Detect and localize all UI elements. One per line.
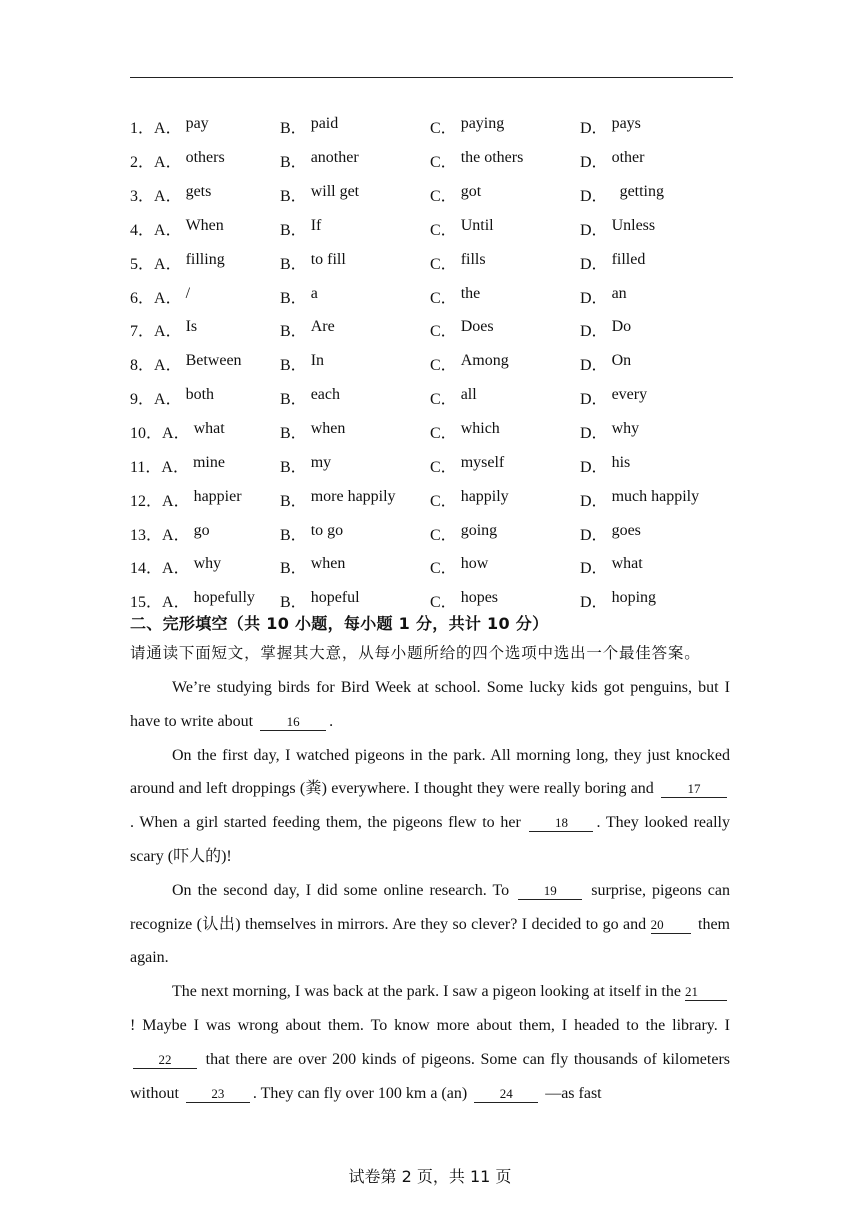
option-letter: A． xyxy=(161,458,189,476)
option-letter: C． xyxy=(430,221,457,239)
option-text: both xyxy=(185,386,215,404)
option-a xyxy=(130,555,280,578)
question-number: 13． xyxy=(130,526,163,544)
question-number: 8． xyxy=(130,357,155,375)
option-a xyxy=(130,420,280,443)
option-c xyxy=(430,115,580,138)
option-letter: A． xyxy=(154,357,182,375)
option-text: each xyxy=(310,386,340,404)
question-number: 14． xyxy=(130,560,163,578)
blank-17: 17 xyxy=(661,781,727,798)
option-c xyxy=(430,555,580,578)
option-letter: A． xyxy=(154,154,182,172)
blank-23: 23 xyxy=(186,1086,250,1103)
option-letter: B． xyxy=(280,492,307,510)
option-a xyxy=(130,183,280,206)
option-a xyxy=(130,217,280,240)
option-b xyxy=(280,454,430,477)
option-a xyxy=(130,251,280,274)
option-text: Is xyxy=(185,318,198,336)
option-letter: D． xyxy=(580,154,608,172)
option-letter: B． xyxy=(280,526,307,544)
option-c xyxy=(430,420,580,443)
option-letter: C． xyxy=(430,492,457,510)
passage-paragraph xyxy=(130,739,730,874)
option-text: to go xyxy=(310,521,344,539)
option-text: much happily xyxy=(611,487,700,505)
option-letter: D． xyxy=(580,323,608,341)
option-c xyxy=(430,217,580,240)
option-d xyxy=(580,386,730,409)
question-row xyxy=(130,448,740,482)
option-text: fills xyxy=(460,250,486,268)
option-d xyxy=(580,555,730,578)
option-letter: B． xyxy=(280,120,307,138)
option-a xyxy=(130,386,280,409)
option-letter: C． xyxy=(430,594,457,612)
option-b xyxy=(280,183,430,206)
passage-text: . When a girl started feeding them, the pigeons flew to her xyxy=(130,814,521,832)
question-row xyxy=(130,144,740,178)
passage-text: The next morning, I was back at the park. I saw a pigeon looking at itself in the xyxy=(172,983,681,1001)
option-letter: C． xyxy=(430,188,457,206)
option-letter: B． xyxy=(280,357,307,375)
option-letter: C． xyxy=(430,323,457,341)
question-row xyxy=(130,516,740,550)
question-row xyxy=(130,245,740,279)
question-number: 9． xyxy=(130,391,155,409)
option-letter: A． xyxy=(154,188,182,206)
option-text: happily xyxy=(460,487,509,505)
question-row xyxy=(130,347,740,381)
passage-text: —as fast xyxy=(545,1084,602,1102)
question-number: 11． xyxy=(130,458,162,476)
option-c xyxy=(430,352,580,375)
option-letter: B． xyxy=(280,594,307,612)
option-b xyxy=(280,555,430,578)
option-text: hoping xyxy=(611,589,657,607)
option-letter: A． xyxy=(162,492,190,510)
option-letter: B． xyxy=(280,391,307,409)
passage-text: . xyxy=(329,712,334,730)
option-text: filled xyxy=(611,250,646,268)
option-text: paid xyxy=(310,115,339,133)
option-text: Until xyxy=(460,216,494,234)
header-rule xyxy=(130,77,733,78)
option-c xyxy=(430,285,580,308)
option-text: Among xyxy=(460,352,509,370)
option-text: Are xyxy=(310,318,335,336)
question-number: 4． xyxy=(130,221,155,239)
option-letter: C． xyxy=(430,458,457,476)
multiple-choice-list xyxy=(130,110,740,618)
option-text: the xyxy=(460,284,481,302)
option-text: to fill xyxy=(310,250,346,268)
option-text: his xyxy=(611,453,631,471)
option-text: when xyxy=(310,420,346,438)
question-row xyxy=(130,212,740,246)
option-letter: A． xyxy=(154,255,182,273)
option-b xyxy=(280,285,430,308)
option-text: all xyxy=(460,386,477,404)
question-number: 3． xyxy=(130,188,155,206)
option-text: other xyxy=(611,149,645,167)
option-letter: A． xyxy=(154,289,182,307)
option-letter: B． xyxy=(280,458,307,476)
option-text: Between xyxy=(185,352,242,370)
passage-text: them again. xyxy=(130,915,730,967)
passage-paragraph xyxy=(130,975,730,1110)
option-a xyxy=(130,522,280,545)
option-d xyxy=(580,149,730,172)
option-d xyxy=(580,115,730,138)
option-letter: C． xyxy=(430,357,457,375)
option-text: goes xyxy=(611,521,641,539)
option-text: / xyxy=(185,284,191,302)
option-b xyxy=(280,589,430,612)
passage-paragraph xyxy=(130,874,730,975)
option-letter: B． xyxy=(280,289,307,307)
option-letter: D． xyxy=(580,289,608,307)
option-letter: C． xyxy=(430,560,457,578)
option-text: which xyxy=(460,420,500,438)
option-letter: C． xyxy=(430,255,457,273)
option-a xyxy=(130,285,280,308)
option-text: Unless xyxy=(611,216,656,234)
option-letter: A． xyxy=(162,560,190,578)
option-text: filling xyxy=(185,250,225,268)
option-text: what xyxy=(611,555,643,573)
option-text: got xyxy=(460,183,482,201)
section-heading: 二、完形填空（共 10 小题，每小题 1 分，共计 10 分） xyxy=(130,614,549,633)
question-number: 7． xyxy=(130,323,155,341)
option-letter: D． xyxy=(580,188,608,206)
option-letter: D． xyxy=(580,357,608,375)
question-row xyxy=(130,178,740,212)
option-text: more happily xyxy=(310,487,396,505)
question-number: 10． xyxy=(130,425,163,443)
option-letter: D． xyxy=(580,120,608,138)
option-letter: D． xyxy=(580,221,608,239)
option-text: hopefully xyxy=(193,589,255,607)
option-b xyxy=(280,217,430,240)
option-text: how xyxy=(460,555,489,573)
passage-text: . They can fly over 100 km a (an) xyxy=(252,1084,468,1102)
option-letter: D． xyxy=(580,492,608,510)
option-b xyxy=(280,352,430,375)
option-letter: B． xyxy=(280,221,307,239)
option-c xyxy=(430,488,580,511)
passage-text: surprise, pigeons can recognize (认出) themselves in mirrors. Are they so clever? I decided to go and xyxy=(130,881,731,933)
option-d xyxy=(580,251,730,274)
option-text: getting xyxy=(611,183,664,201)
option-b xyxy=(280,115,430,138)
option-letter: C． xyxy=(430,425,457,443)
option-c xyxy=(430,318,580,341)
option-letter: A． xyxy=(154,323,182,341)
option-b xyxy=(280,522,430,545)
option-letter: A． xyxy=(154,391,182,409)
option-b xyxy=(280,420,430,443)
blank-21: 21 xyxy=(685,984,727,1001)
option-d xyxy=(580,285,730,308)
option-letter: C． xyxy=(430,120,457,138)
option-c xyxy=(430,251,580,274)
option-letter: C． xyxy=(430,289,457,307)
question-row xyxy=(130,381,740,415)
question-number: 15． xyxy=(130,594,163,612)
option-text: going xyxy=(460,521,498,539)
option-c xyxy=(430,386,580,409)
option-text: when xyxy=(310,555,346,573)
option-d xyxy=(580,522,730,545)
section-instruction: 请通读下面短文，掌握其大意，从每小题所给的四个选项中选出一个最佳答案。 xyxy=(130,644,701,662)
question-number: 6． xyxy=(130,289,155,307)
option-text: mine xyxy=(192,453,225,471)
option-text: hopeful xyxy=(310,589,360,607)
option-letter: A． xyxy=(162,594,190,612)
option-text: the others xyxy=(460,149,524,167)
blank-22: 22 xyxy=(133,1052,197,1069)
passage-text: ! Maybe I was wrong about them. To know more about them, I headed to the library. I xyxy=(130,1016,730,1034)
option-b xyxy=(280,149,430,172)
option-text: paying xyxy=(460,115,505,133)
option-d xyxy=(580,420,730,443)
option-text: happier xyxy=(193,487,242,505)
blank-24: 24 xyxy=(474,1086,538,1103)
question-row xyxy=(130,279,740,313)
option-d xyxy=(580,454,730,477)
option-c xyxy=(430,522,580,545)
option-text: When xyxy=(185,216,224,234)
option-text: will get xyxy=(310,183,360,201)
option-letter: D． xyxy=(580,255,608,273)
option-letter: D． xyxy=(580,526,608,544)
option-b xyxy=(280,386,430,409)
option-letter: C． xyxy=(430,391,457,409)
question-number: 1． xyxy=(130,120,155,138)
question-row xyxy=(130,482,740,516)
option-text: On xyxy=(611,352,632,370)
option-a xyxy=(130,352,280,375)
option-text: gets xyxy=(185,183,212,201)
option-text: In xyxy=(310,352,325,370)
option-letter: A． xyxy=(162,425,190,443)
question-number: 5． xyxy=(130,255,155,273)
passage-text: On the second day, I did some online research. To xyxy=(172,881,510,899)
option-text: others xyxy=(185,149,225,167)
cloze-passage xyxy=(130,671,730,1110)
option-d xyxy=(580,352,730,375)
option-text: Do xyxy=(611,318,632,336)
question-row xyxy=(130,415,740,449)
option-letter: C． xyxy=(430,526,457,544)
option-c xyxy=(430,149,580,172)
option-c xyxy=(430,454,580,477)
option-b xyxy=(280,318,430,341)
option-text: a xyxy=(310,284,318,302)
option-text: If xyxy=(310,216,322,234)
option-d xyxy=(580,318,730,341)
passage-paragraph xyxy=(130,671,730,739)
option-a xyxy=(130,589,280,612)
blank-18: 18 xyxy=(529,815,593,832)
question-row xyxy=(130,110,740,144)
option-text: every xyxy=(611,386,648,404)
option-c xyxy=(430,183,580,206)
option-text: hopes xyxy=(460,589,499,607)
option-letter: A． xyxy=(162,526,190,544)
option-text: pays xyxy=(611,115,641,133)
passage-text: . They looked really scary (吓人的)! xyxy=(130,814,730,865)
option-text: my xyxy=(310,453,332,471)
option-text: Does xyxy=(460,318,494,336)
option-a xyxy=(130,488,280,511)
option-c xyxy=(430,589,580,612)
option-text: why xyxy=(193,555,222,573)
option-text: pay xyxy=(185,115,209,133)
passage-text: On the first day, I watched pigeons in the park. All morning long, they just knocked around and left droppings (粪) everywhere. I thought they were really boring and xyxy=(130,746,730,798)
option-letter: B． xyxy=(280,255,307,273)
option-a xyxy=(130,454,280,477)
page-footer: 试卷第 2 页，共 11 页 xyxy=(348,1167,512,1186)
option-letter: D． xyxy=(580,391,608,409)
blank-19: 19 xyxy=(518,883,582,900)
question-row xyxy=(130,550,740,584)
option-b xyxy=(280,488,430,511)
option-letter: D． xyxy=(580,425,608,443)
option-a xyxy=(130,318,280,341)
option-text: why xyxy=(611,420,640,438)
option-d xyxy=(580,488,730,511)
option-d xyxy=(580,217,730,240)
option-letter: B． xyxy=(280,154,307,172)
option-letter: B． xyxy=(280,425,307,443)
blank-16: 16 xyxy=(260,714,326,731)
option-letter: C． xyxy=(430,154,457,172)
option-letter: A． xyxy=(154,221,182,239)
option-a xyxy=(130,115,280,138)
option-d xyxy=(580,183,730,206)
passage-text: that there are over 200 kinds of pigeons. Some can fly thousands of kilometers without xyxy=(130,1050,731,1102)
option-text: what xyxy=(193,420,225,438)
passage-text: We’re studying birds for Bird Week at school. Some lucky kids got penguins, but I have to write about xyxy=(130,679,730,730)
option-text: go xyxy=(193,521,210,539)
option-letter: B． xyxy=(280,560,307,578)
question-number: 12． xyxy=(130,492,163,510)
option-a xyxy=(130,149,280,172)
blank-20: 20 xyxy=(651,917,691,934)
option-letter: D． xyxy=(580,594,608,612)
option-text: myself xyxy=(460,453,505,471)
option-letter: D． xyxy=(580,560,608,578)
option-b xyxy=(280,251,430,274)
option-letter: B． xyxy=(280,188,307,206)
option-d xyxy=(580,589,730,612)
question-row xyxy=(130,313,740,347)
option-letter: B． xyxy=(280,323,307,341)
option-text: an xyxy=(611,284,627,302)
option-letter: D． xyxy=(580,458,608,476)
option-text: another xyxy=(310,149,359,167)
option-letter: A． xyxy=(154,120,182,138)
question-number: 2． xyxy=(130,154,155,172)
